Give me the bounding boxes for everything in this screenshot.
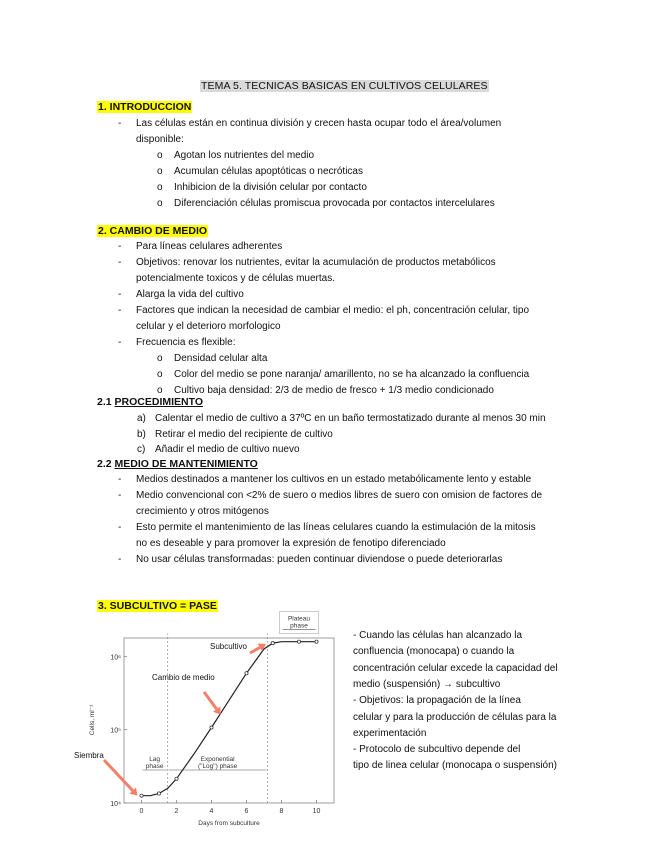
phase-label: phase <box>145 763 164 770</box>
bullet-marker: a) <box>137 413 146 424</box>
y-tick-label: 10⁵ <box>110 727 121 735</box>
list-item-text: disponible: <box>136 134 184 145</box>
bullet-marker: c) <box>137 444 146 455</box>
growth-curve-chart <box>74 615 345 830</box>
subcultivo-text-line: concentración celular excede la capacidad del <box>353 662 558 674</box>
subcultivo-label: Subcultivo <box>210 642 247 651</box>
bullet-marker: - <box>118 490 122 501</box>
list-item-text: Medios destinados a mantener los cultivos en un estado metabólicamente lento y estable <box>136 474 532 485</box>
list-item-text: Retirar el medio del recipiente de cultivo <box>155 428 333 440</box>
bullet-marker: o <box>157 369 163 380</box>
page-title: TEMA 5. TECNICAS BASICAS EN CULTIVOS CELULARES <box>201 80 488 92</box>
list-item-text: no es deseable y para promover la expresión de fenotipo diferenciado <box>136 538 446 549</box>
x-tick-label: 8 <box>279 808 284 815</box>
bullet-marker: o <box>157 353 163 364</box>
siembra-label: Siembra <box>74 751 104 760</box>
phase-label: Plateau <box>287 615 311 623</box>
y-tick-label: 10⁶ <box>110 654 121 662</box>
subcultivo-text-line: - Protocolo de subcultivo depende del <box>353 744 521 756</box>
subcultivo-text-line: medio (suspensión) → subcultivo <box>353 678 501 690</box>
data-point <box>140 794 143 797</box>
section-2-2-title: MEDIO DE MANTENIMIENTO <box>114 458 258 470</box>
list-item-text: celular y el deterioro morfologico <box>136 321 281 332</box>
list-item-text: Frecuencia es flexible: <box>136 337 236 348</box>
plot-frame <box>124 638 334 803</box>
data-point <box>175 777 178 780</box>
section-3-heading: 3. SUBCULTIVO = PASE <box>98 600 217 612</box>
section-2-1-heading <box>97 396 203 408</box>
section-2-2-number: 2.2 <box>97 458 112 470</box>
x-tick-label: 2 <box>174 808 179 815</box>
list-item-text: Densidad celular alta <box>174 353 268 364</box>
list-item-text: Inhibicion de la división celular por contacto <box>174 182 367 193</box>
bullet-marker: - <box>118 305 122 316</box>
x-tick-label: 4 <box>209 808 214 815</box>
cambio-medio-label: Cambio de medio <box>152 673 215 682</box>
bullet-marker: - <box>118 241 122 252</box>
subcultivo-text-line: celular y para la producción de células para la <box>353 711 557 723</box>
bullet-marker: - <box>118 337 122 348</box>
list-item-text: Factores que indican la necesidad de cambiar el medio: el ph, concentración celular, tipo <box>136 305 530 316</box>
data-point <box>315 640 318 643</box>
bullet-marker: - <box>118 522 122 533</box>
data-point <box>245 672 248 675</box>
list-item-text: potencialmente toxicos y de células muertas. <box>136 273 335 284</box>
section-2-heading: 2. CAMBIO DE MEDIO <box>98 225 208 237</box>
list-item-text: Esto permite el mantenimiento de las líneas celulares cuando la estimulación de la mitosis <box>136 522 536 533</box>
list-item-text: Calentar el medio de cultivo a 37ºC en un baño termostatizado durante al menos 30 min <box>155 413 546 424</box>
phase-label: ("Log") phase <box>197 763 238 770</box>
section-2-1-number: 2.1 <box>97 396 112 408</box>
bullet-marker: o <box>157 182 163 193</box>
x-axis-label: Days from subculture <box>198 820 260 827</box>
y-tick-label: 10⁴ <box>110 801 121 808</box>
bullet-marker: b) <box>137 428 146 440</box>
bullet-marker: - <box>118 118 122 129</box>
list-item-text: Las células están en continua división y crecen hasta ocupar todo el área/volumen <box>136 118 502 129</box>
list-item-text: Objetivos: renovar los nutrientes, evitar la acumulación de productos metabólicos <box>136 257 496 268</box>
y-axis-label: Cells, ml⁻¹ <box>89 704 96 736</box>
subcultivo-text-line: tipo de linea celular (monocapa o suspensión) <box>353 760 558 772</box>
list-item-text: Color del medio se pone naranja/ amarillento, no se ha alcanzado la confluencia <box>174 369 530 380</box>
list-item-text: Añadir el medio de cultivo nuevo <box>155 444 300 455</box>
bullet-marker: o <box>157 150 163 161</box>
siembra-arrow <box>104 760 133 791</box>
section-1-heading: 1. INTRODUCCION <box>98 101 192 113</box>
list-item-text: Para líneas celulares adherentes <box>136 241 283 252</box>
x-tick-label: 0 <box>139 808 144 815</box>
subcultivo-text-line: experimentación <box>353 727 427 739</box>
subcultivo-text-line: confluencia (monocapa) o cuando la <box>353 646 515 658</box>
x-tick-label: 10 <box>312 808 321 815</box>
list-item-text: Alarga la vida del cultivo <box>136 289 244 300</box>
bullet-marker: - <box>118 289 122 300</box>
subcultivo-text-line: - Cuando las células han alcanzado la <box>353 630 522 641</box>
phase-label: phase <box>290 622 308 630</box>
data-point <box>210 726 213 729</box>
data-point <box>157 792 160 795</box>
phase-label: Lag <box>149 756 161 763</box>
list-item-text: Diferenciación células promiscua provocada por contactos intercelulares <box>174 198 495 209</box>
data-point <box>297 640 300 643</box>
list-item-text: crecimiento y otros mitógenos <box>136 506 269 517</box>
list-item-text: No usar células transformadas: pueden continuar diviendose o puede deteriorarlas <box>136 554 503 565</box>
subcultivo-arrow <box>250 647 260 653</box>
bullet-marker: - <box>118 554 122 565</box>
bullet-marker: o <box>157 385 163 396</box>
cambio-medio-arrow <box>204 692 217 709</box>
list-item-text: Cultivo baja densidad: 2/3 de medio de fresco + 1/3 medio condicionado <box>174 385 494 396</box>
section-2-2-heading <box>97 458 258 470</box>
list-item-text: Agotan los nutrientes del medio <box>174 150 315 161</box>
bullet-marker: - <box>118 474 122 485</box>
bullet-marker: - <box>118 257 122 268</box>
x-tick-label: 6 <box>244 808 249 815</box>
data-point <box>271 642 274 645</box>
section-2-1-title: PROCEDIMIENTO <box>114 396 204 408</box>
list-item-text: Medio convencional con <2% de suero o medios libres de suero con omision de factores de <box>136 490 543 501</box>
subcultivo-text-line: - Objetivos: la propagación de la línea <box>353 695 521 707</box>
bullet-marker: o <box>157 198 163 209</box>
bullet-marker: o <box>157 166 163 177</box>
phase-label: Exponential <box>200 756 235 763</box>
list-item-text: Acumulan células apoptóticas o necróticas <box>174 166 363 177</box>
